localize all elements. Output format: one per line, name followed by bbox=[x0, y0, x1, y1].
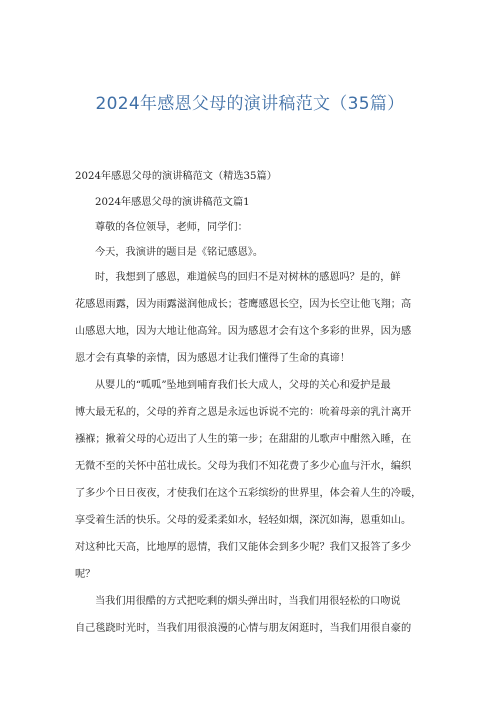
section-heading: 2024年感恩父母的演讲稿范文篇1 bbox=[95, 197, 250, 208]
paragraph-line: 自己毯跷时光时，当我们用很浪漫的心情与朋友闲逛时，当我们用很自豪的 bbox=[75, 623, 412, 634]
paragraph-line: 花感恩雨露，因为雨露滋润他成长；苍鹰感恩长空，因为长空让他飞翔；高 bbox=[75, 299, 412, 310]
paragraph-line: 从婴儿的“呱呱”坠地到哺育我们长大成人，父母的关心和爱护是最 bbox=[95, 380, 391, 391]
paragraph-line: 襁褓；揪着父母的心迈出了人生的第一步；在甜甜的儿歌声中酣然入睡，在 bbox=[75, 434, 412, 445]
paragraph-line: 无微不至的关怀中茁壮成长。父母为我们不知花费了多少心血与汗水，编织 bbox=[75, 461, 412, 472]
document-subtitle: 2024年感恩父母的演讲稿范文（精选35篇） bbox=[75, 171, 277, 182]
paragraph-line: 恩才会有真挚的亲情，因为感恩才让我们懂得了生命的真谛！ bbox=[75, 353, 351, 364]
greeting-line: 尊敬的各位领导，老师，同学们： bbox=[95, 222, 248, 233]
paragraph-line: 时，我想到了感恩，难道候鸟的回归不是对树林的感恩吗？是的，鲜 bbox=[95, 272, 401, 283]
paragraph-line: 今天，我演讲的题目是《铭记感恩》。 bbox=[95, 247, 264, 258]
paragraph-line: 了多少个日日夜夜，才使我们在这个五彩缤纷的世界里，体会着人生的冷暖， bbox=[75, 488, 422, 499]
paragraph-line: 当我们用很酷的方式把吃剩的烟头弹出时，当我们用很轻松的口吻说 bbox=[95, 596, 401, 607]
document-title: 2024年感恩父母的演讲稿范文（35篇） bbox=[95, 94, 405, 114]
paragraph-line: 呢？ bbox=[75, 569, 96, 580]
paragraph-line: 博大最无私的，父母的养育之恩是永远也诉说不完的：吮着母亲的乳汁离开 bbox=[75, 407, 412, 418]
paragraph-line: 对这种比天高，比地厚的恩情，我们又能体会到多少呢？我们又报答了多少 bbox=[75, 542, 412, 553]
paragraph-line: 山感恩大地，因为大地让他高耸。因为感恩才会有这个多彩的世界，因为感 bbox=[75, 326, 412, 337]
document-body bbox=[75, 168, 431, 637]
paragraph-line: 享受着生活的快乐。父母的爱柔柔如水，轻轻如烟，深沉如海，恩重如山。 bbox=[75, 515, 412, 526]
